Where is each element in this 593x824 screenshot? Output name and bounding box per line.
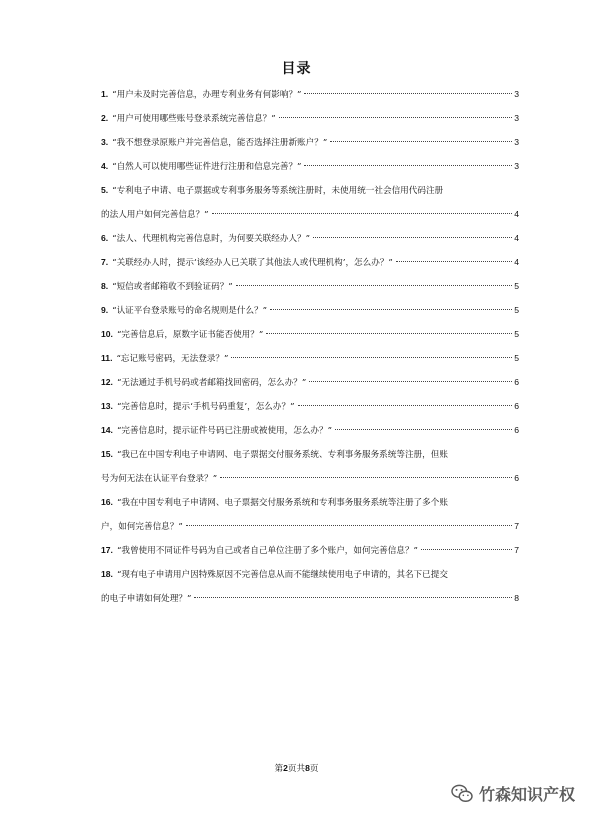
toc-page-number: 3 [514,161,519,171]
toc-entry[interactable] [101,370,519,394]
toc-entry-text [101,346,228,371]
toc-page-number: 4 [514,209,519,219]
toc-entry-number: 10. [101,329,113,339]
toc-entry-line [101,322,519,346]
toc-entry-text [101,467,217,491]
toc-entry-text [101,418,332,443]
toc-leader-dots [194,597,512,598]
toc-entry-title: “完善信息后，原数字证书能否使用？” [116,330,264,340]
toc-leader-dots [335,429,512,430]
toc-entry-line [101,586,519,610]
toc-entry-number: 1. [101,89,109,99]
toc-entry-title: “认证平台登录账号的命名规则是什么？” [112,306,268,316]
toc-entry-line [101,226,519,250]
toc-entry-title: “我不想登录原账户并完善信息，能否选择注册新账户？” [112,138,328,148]
toc-entry-line [101,562,519,586]
toc-leader-dots [304,93,512,94]
toc-leader-dots [421,549,512,550]
toc-entry-line [101,346,519,370]
toc-page-number: 7 [514,521,519,531]
toc-entry-line [101,250,519,274]
toc-entry-title: “完善信息时，提示证件号码已注册或被使用，怎么办？” [116,426,332,436]
toc-entry[interactable] [101,538,519,562]
footer-middle: 页共 [287,764,306,774]
watermark [451,782,575,805]
toc-entry-text [101,130,327,155]
toc-entry-line [101,490,519,514]
toc-entry-number: 6. [101,233,109,243]
toc-entry-number: 9. [101,305,109,315]
watermark-text: 竹森知识产权 [478,785,575,804]
toc-entry-title: 的法人用户如何完善信息？” [101,210,209,220]
toc-entry-title: “法人、代理机构完善信息时，为何要关联经办人？” [112,234,311,244]
toc-leader-dots [212,213,513,214]
toc-leader-dots [270,309,512,310]
toc-entry-title: “我在中国专利电子申请网、电子票据交付服务系统和专利事务服务系统等注册了多个账 [116,498,448,508]
toc-leader-dots [313,237,512,238]
toc-entry-title: “自然人可以使用哪些证件进行注册和信息完善？” [112,162,302,172]
toc-entry-title: “用户未及时完善信息，办理专利业务有何影响？” [112,90,302,100]
footer-total-pages: 8 [305,763,310,773]
toc-entry-line [101,442,519,466]
toc-entry-line [101,394,519,418]
toc-leader-dots [330,141,512,142]
toc-entry-number: 12. [101,377,113,387]
toc-entry-line [101,178,519,202]
toc-entry-title: “我已在中国专利电子申请网、电子票据交付服务系统、专利事务服务系统等注册，但账 [116,450,448,460]
toc-entry-title: “完善信息时，提示‘手机号码重复’，怎么办？” [116,402,295,412]
toc-entry[interactable] [101,346,519,370]
toc-entry-text [101,203,209,227]
toc-page-number: 4 [514,257,519,267]
toc-entry-line [101,514,519,538]
toc-entry-text [101,154,301,179]
toc-leader-dots [220,477,512,478]
toc-page-number: 6 [514,425,519,435]
toc-entry[interactable] [101,178,519,226]
toc-entry-number: 11. [101,353,113,363]
toc-entry[interactable] [101,298,519,322]
toc-entry-text [101,250,393,275]
toc-entry[interactable] [101,490,519,538]
toc-entry-title: “无法通过手机号码或者邮箱找回密码，怎么办？” [116,378,307,388]
toc-entry-text [101,370,306,395]
toc-page-number: 5 [514,305,519,315]
toc-entry-title: “关联经办人时，提示‘该经办人已关联了其他法人或代理机构’，怎么办？” [112,258,393,268]
toc-entry-text [101,587,191,611]
toc-page-number: 8 [514,593,519,603]
footer-suffix: 页 [309,764,319,774]
toc-page-number: 6 [514,377,519,387]
toc-leader-dots [304,165,512,166]
toc-entry-number: 4. [101,161,109,171]
toc-entry-number: 18. [101,569,113,579]
toc-entry-number: 8. [101,281,109,291]
toc-entry[interactable] [101,442,519,490]
toc-entry-text [101,322,263,347]
toc-entry-line [101,274,519,298]
toc-leader-dots [309,381,512,382]
toc-page-number: 3 [514,89,519,99]
toc-entry-text [101,515,183,539]
toc-entry[interactable] [101,394,519,418]
toc-page-number: 6 [514,401,519,411]
toc-page-number: 5 [514,329,519,339]
toc-entry[interactable] [101,154,519,178]
toc-entry[interactable] [101,226,519,250]
toc-page-number: 7 [514,545,519,555]
toc-entry-title: “忘记账号密码，无法登录？” [116,354,229,364]
toc-entry-line [101,202,519,226]
toc-entry[interactable] [101,274,519,298]
toc-entry-line [101,130,519,154]
toc-entry-text [101,570,448,580]
toc-entry-text [101,274,233,299]
toc-entry[interactable] [101,130,519,154]
toc-entry-number: 16. [101,497,113,507]
toc-leader-dots [186,525,512,526]
toc-entry[interactable] [101,250,519,274]
page-footer [0,762,593,774]
toc-entry[interactable] [101,562,519,610]
toc-entry-line [101,418,519,442]
toc-entry-number: 3. [101,137,109,147]
toc-page-number: 5 [514,353,519,363]
toc-entry-line [101,538,519,562]
wechat-icon [451,784,473,804]
toc-entry-title: “现有电子申请用户因特殊原因不完善信息从而不能继续使用电子申请的，其名下已提交 [116,570,448,580]
toc-entry-line [101,82,519,106]
toc-leader-dots [231,357,512,358]
toc-entry-number: 2. [101,113,109,123]
toc-entry-line [101,298,519,322]
toc-leader-dots [298,405,513,406]
toc-entry-number: 17. [101,545,113,555]
toc-entry-number: 5. [101,185,109,195]
toc-entry-title: “我曾使用不同证件号码为自己或者自己单位注册了多个账户，如何完善信息？” [116,546,418,556]
toc-leader-dots [266,333,512,334]
toc-entry-text [101,186,443,196]
toc-entry-title: “专利电子申请、电子票据或专利事务服务等系统注册时，未使用统一社会信用代码注册 [112,186,444,196]
toc-entry-title: “用户可使用哪些账号登录系统完善信息？” [112,114,276,124]
toc-entry-number: 7. [101,257,109,267]
toc-entry-title: 户，如何完善信息？” [101,522,183,532]
toc-leader-dots [236,285,513,286]
toc-entry-number: 13. [101,401,113,411]
toc-entry-title: 的电子申请如何处理？” [101,594,192,604]
page-title: 目录 [281,61,312,77]
toc-entry[interactable] [101,322,519,346]
footer-current-page: 2 [283,763,288,773]
table-of-contents [101,82,519,610]
toc-entry-text [101,106,276,131]
toc-page-number: 3 [514,113,519,123]
toc-entry-text [101,394,295,419]
toc-page-number: 6 [514,473,519,483]
toc-entry-text [101,498,448,508]
toc-leader-dots [396,261,512,262]
toc-entry-title: 号为何无法在认证平台登录？” [101,474,218,484]
toc-entry-text [101,298,267,323]
toc-entry-text [101,538,418,563]
toc-leader-dots [279,117,513,118]
toc-entry-text [101,450,448,460]
toc-entry-number: 15. [101,449,113,459]
toc-entry[interactable] [101,106,519,130]
toc-page-number: 4 [514,233,519,243]
toc-page-number: 5 [514,281,519,291]
footer-prefix: 第 [274,764,284,774]
toc-entry-title: “短信或者邮箱收不到验证码？” [112,282,233,292]
toc-entry-number: 14. [101,425,113,435]
toc-page-number: 3 [514,137,519,147]
toc-entry-line [101,370,519,394]
toc-entry-line [101,466,519,490]
toc-entry[interactable] [101,418,519,442]
toc-entry-text [101,226,310,251]
toc-entry-line [101,106,519,130]
toc-entry-text [101,82,301,107]
toc-entry[interactable] [101,82,519,106]
toc-entry-line [101,154,519,178]
